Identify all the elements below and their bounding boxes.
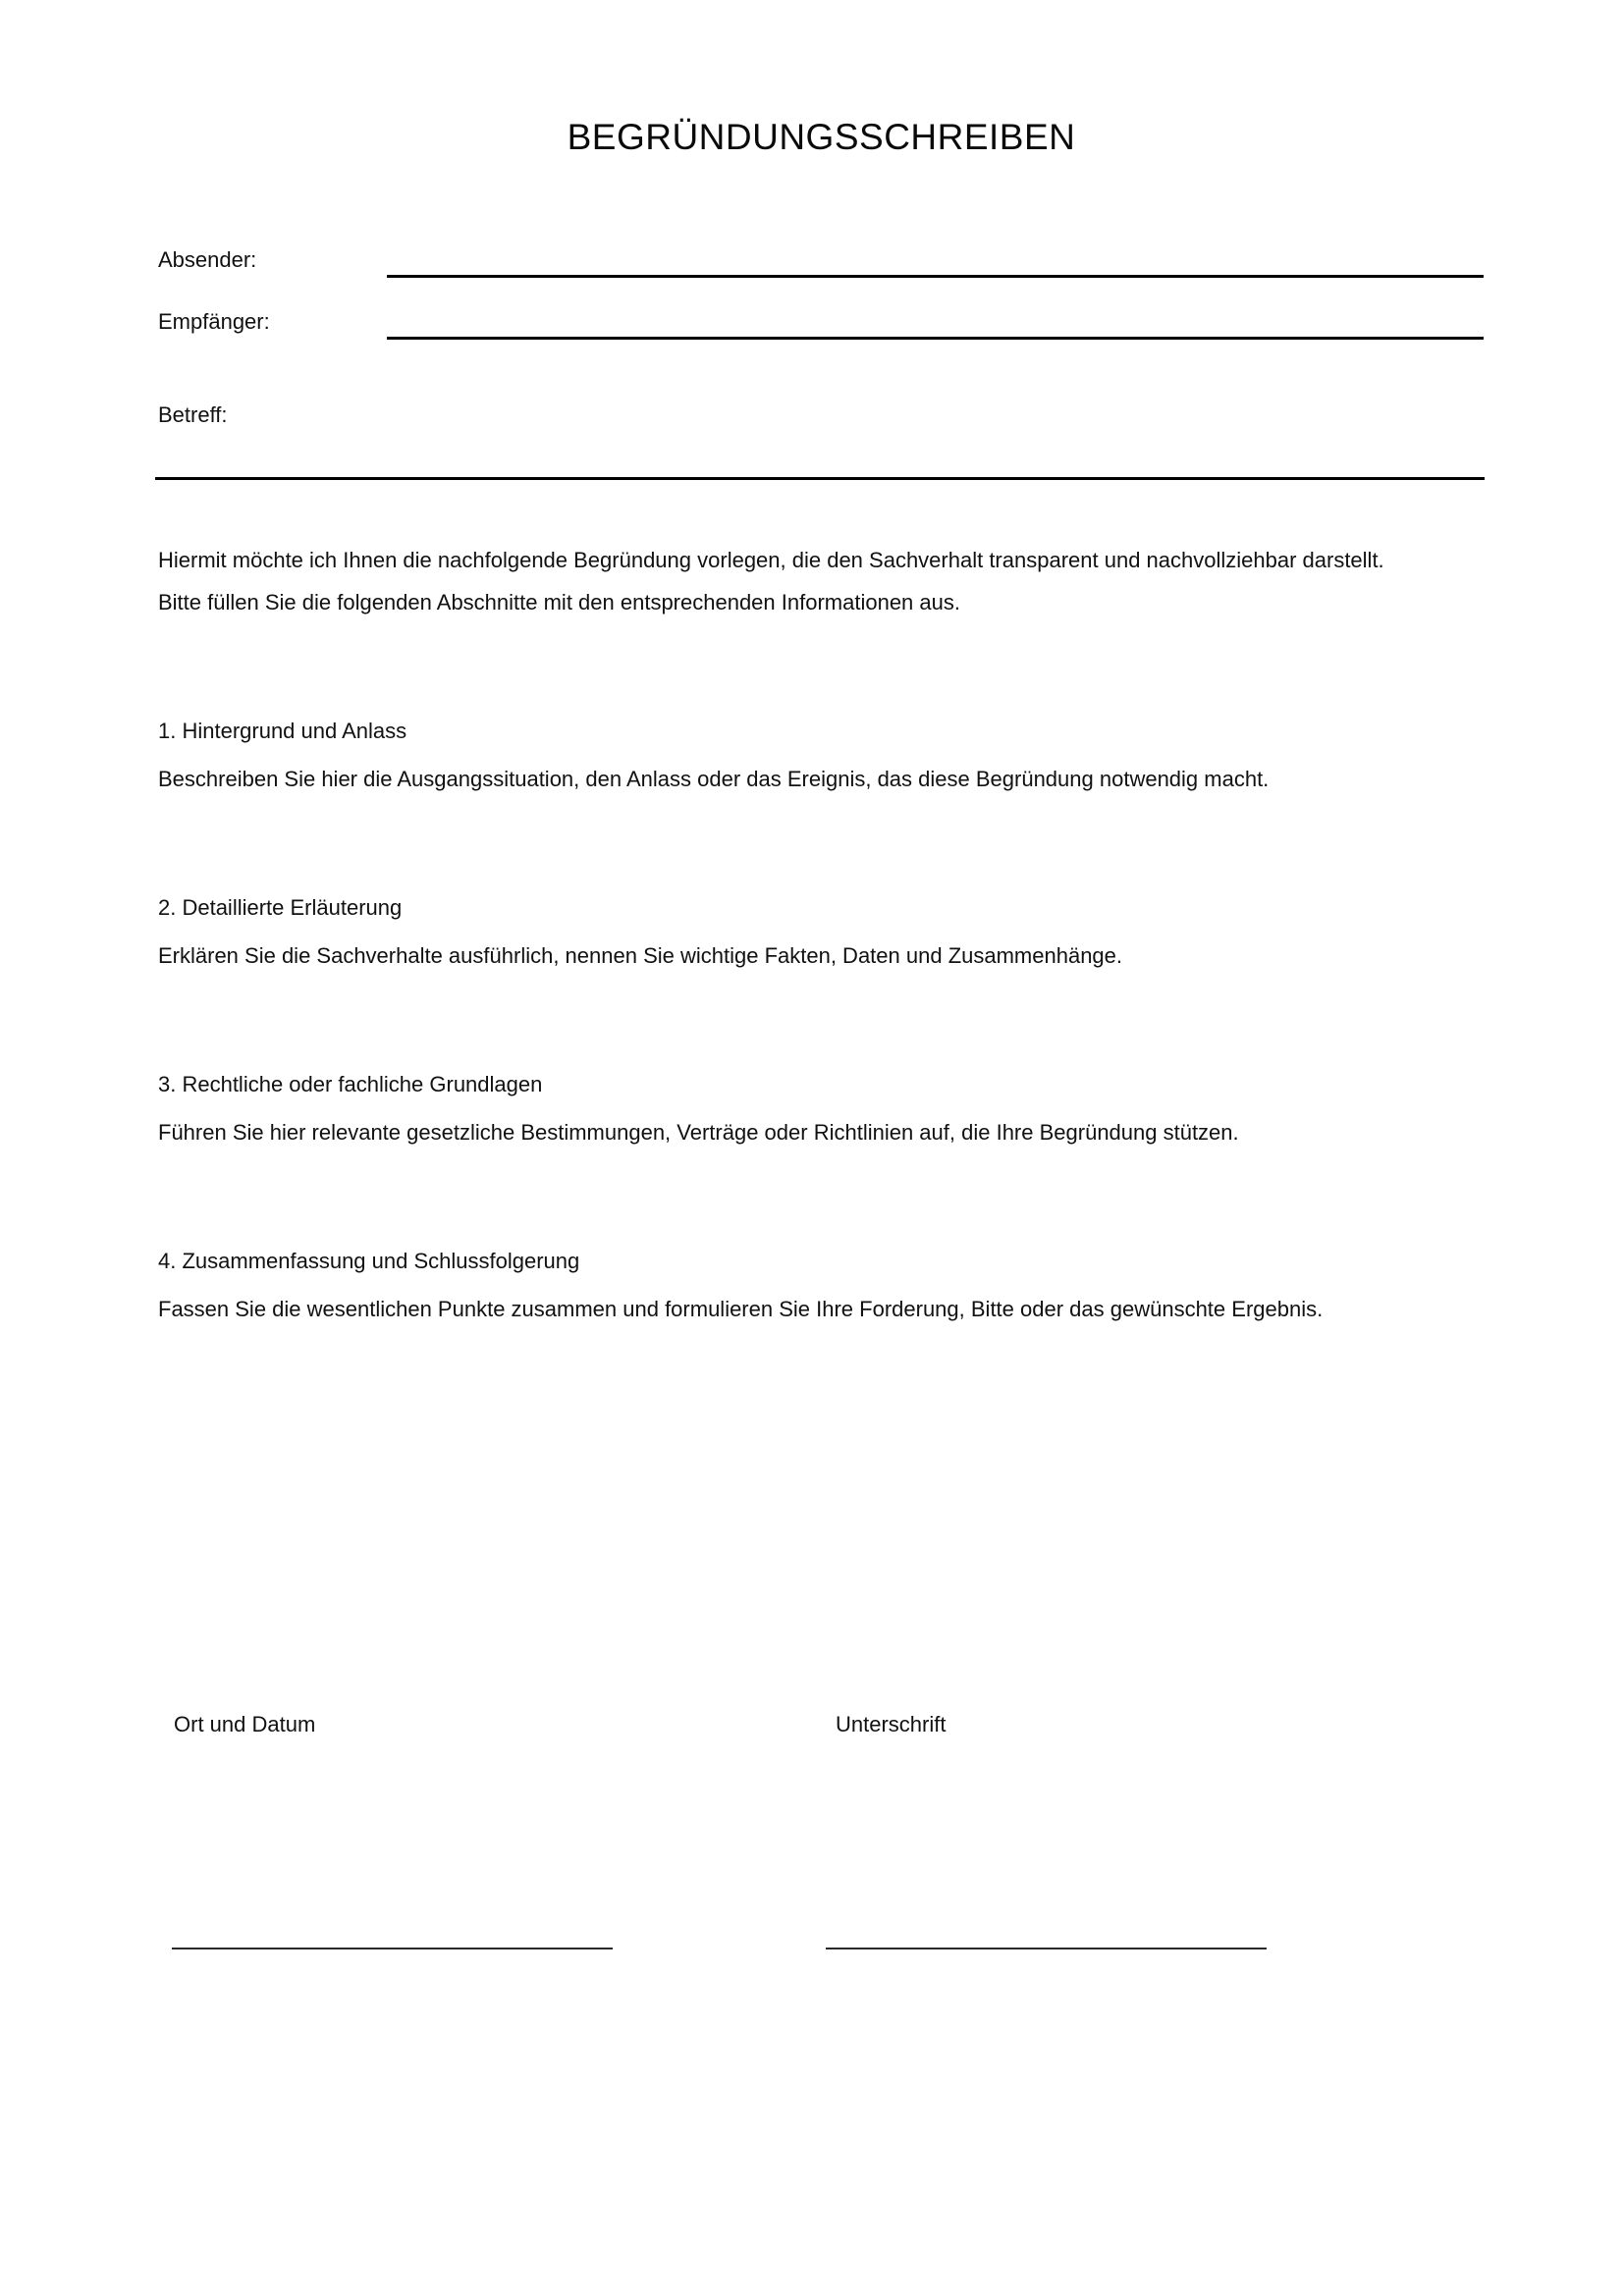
section-grundlagen: [158, 1063, 1485, 1153]
section-2-heading: 2. Detaillierte Erläuterung: [158, 895, 403, 920]
section-1-heading: 1. Hintergrund und Anlass: [158, 719, 407, 743]
section-4-heading: 4. Zusammenfassung und Schlussfolgerung: [158, 1249, 580, 1273]
betreff-label: Betreff:: [158, 402, 228, 427]
unterschrift-signature-line[interactable]: [826, 1948, 1267, 1949]
section-erlaeuterung: [158, 886, 1485, 977]
section-hintergrund: [158, 710, 1485, 800]
absender-fill-line[interactable]: [387, 275, 1484, 278]
absender-label: Absender:: [158, 247, 257, 272]
unterschrift-label: Unterschrift: [836, 1712, 947, 1736]
betreff-fill-line[interactable]: [155, 477, 1485, 480]
page-title: BEGRÜNDUNGSSCHREIBEN: [567, 117, 1076, 157]
section-4-body: Fassen Sie die wesentlichen Punkte zusammen und formulieren Sie Ihre Forderung, Bitte oder das gewünschte Ergebnis.: [158, 1297, 1324, 1321]
section-2-body: Erklären Sie die Sachverhalte ausführlich, nennen Sie wichtige Fakten, Daten und Zusammenhänge.: [158, 943, 1123, 968]
intro-paragraph: Hiermit möchte ich Ihnen die nachfolgende Begründung vorlegen, die den Sachverhalt transparent und nachvollziehbar darstellt. Bitte füllen Sie die folgenden Abschnitte mit den entsprechenden Informationen aus.: [158, 548, 1384, 614]
section-3-heading: 3. Rechtliche oder fachliche Grundlagen: [158, 1072, 543, 1096]
section-1-body: Beschreiben Sie hier die Ausgangssituation, den Anlass oder das Ereignis, das diese Begründung notwendig macht.: [158, 767, 1270, 791]
field-row-absender: [158, 247, 1485, 278]
ort-und-datum-signature-line[interactable]: [172, 1948, 613, 1949]
empfaenger-label: Empfänger:: [158, 309, 270, 334]
field-row-empfaenger: [158, 309, 1485, 340]
empfaenger-fill-line[interactable]: [387, 337, 1484, 340]
ort-und-datum-label: Ort und Datum: [174, 1712, 316, 1736]
section-zusammenfassung: [158, 1240, 1485, 1330]
section-3-body: Führen Sie hier relevante gesetzliche Bestimmungen, Verträge oder Richtlinien auf, die Ihre Begründung stützen.: [158, 1120, 1239, 1145]
